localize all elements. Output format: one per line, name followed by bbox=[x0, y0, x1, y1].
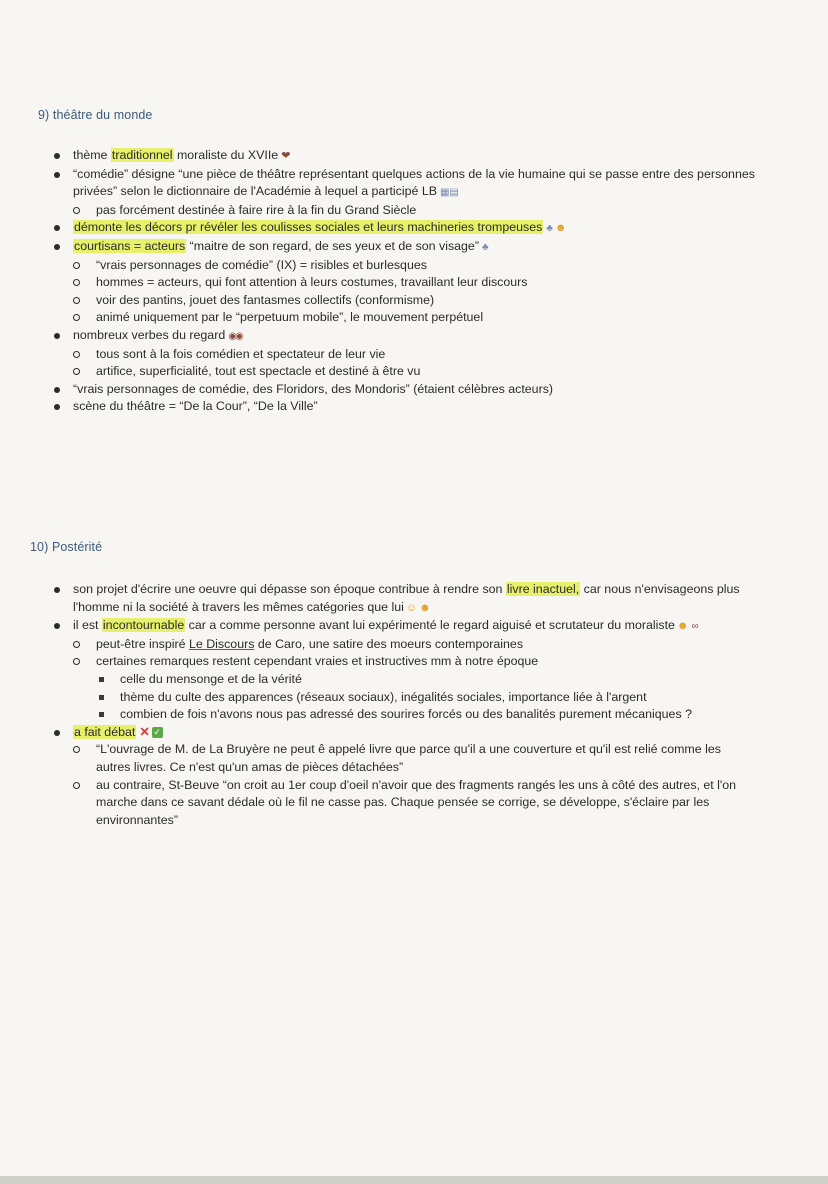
section-9-heading: 9) théâtre du monde bbox=[38, 108, 153, 122]
list-item: “L'ouvrage de M. de La Bruyère ne peut ê appelé livre que parce qu'il a une couverture et qu'il est relié comme les autres livres. Ce n'est qu'un amas de pièces détachées” bbox=[0, 741, 828, 776]
list-item: scène du théâtre = “De la Cour”, “De la Ville” bbox=[0, 398, 828, 416]
list-item: “comédie” désigne “une pièce de théâtre représentant quelques actions de la vie humaine qui se passe entre des personnes privées” selon le dictionnaire de l'Académie à lequel a participé LB ▦▤ bbox=[0, 166, 828, 202]
cross-mark-icon: ✕ bbox=[139, 724, 150, 739]
list-item: voir des pantins, jouet des fantasmes collectifs (conformisme) bbox=[0, 292, 828, 310]
section-9-list bbox=[0, 147, 828, 416]
section-10-heading: 10) Postérité bbox=[30, 540, 103, 554]
list-item: nombreux verbes du regard ◉◉ bbox=[0, 327, 828, 346]
face-icon: ☻ bbox=[676, 620, 689, 633]
face-icon: ☻ bbox=[554, 222, 567, 235]
list-item: thème traditionnel moraliste du XVIIe ❤ bbox=[0, 147, 828, 166]
glasses-icon: ∞ bbox=[691, 621, 697, 633]
list-item: courtisans = acteurs “maitre de son regard, de ses yeux et de son visage” ♣ bbox=[0, 238, 828, 257]
list-item: il est incontournable car a comme personne avant lui expérimenté le regard aiguisé et scrutateur du moraliste ☻ ∞ bbox=[0, 617, 828, 636]
list-item: “vrais personnages de comédie” (IX) = risibles et burlesques bbox=[0, 257, 828, 275]
masks-icon: ♣ bbox=[546, 223, 553, 235]
list-item: animé uniquement par le “perpetuum mobile”, le mouvement perpétuel bbox=[0, 309, 828, 327]
list-item: démonte les décors pr révéler les coulisses sociales et leurs machineries trompeuses ♣ ☻ bbox=[0, 219, 828, 238]
list-item: thème du culte des apparences (réseaux sociaux), inégalités sociales, importance liée à l'argent bbox=[0, 689, 828, 707]
shocked-face-icon: ☻ bbox=[419, 601, 431, 614]
section-10-list bbox=[0, 581, 828, 829]
list-item: artifice, superficialité, tout est spectacle et destiné à être vu bbox=[0, 363, 828, 381]
list-item: tous sont à la fois comédien et spectateur de leur vie bbox=[0, 346, 828, 364]
check-mark-icon: ✓ bbox=[153, 726, 161, 737]
list-item: au contraire, St-Beuve “on croit au 1er coup d'oeil n'avoir que des fragments rangés les uns à côté des autres, et l'on marche dans ce savant dédale où le fil ne casse pas. Chaque pensée se corrige, se développe, s'éclaire par les environnantes” bbox=[0, 777, 828, 830]
masks-icon: ♣ bbox=[481, 241, 489, 253]
list-item: certaines remarques restent cependant vraies et instructives mm à notre époque bbox=[0, 653, 828, 671]
person-icon: ☺ bbox=[405, 601, 418, 614]
eyes-icon: ◉◉ bbox=[228, 330, 242, 342]
list-item: hommes = acteurs, qui font attention à leurs costumes, travaillant leur discours bbox=[0, 274, 828, 292]
list-item: son projet d'écrire une oeuvre qui dépasse son époque contribue à rendre son livre inactuel, car nous n'envisageons plus l'homme ni la société à travers les mêmes catégories que lui ☺ ☻ bbox=[0, 581, 828, 617]
list-item: pas forcément destinée à faire rire à la fin du Grand Siècle bbox=[0, 202, 828, 220]
list-item: “vrais personnages de comédie, des Floridors, des Mondoris” (étaient célèbres acteurs) bbox=[0, 381, 828, 399]
books-icon: ▦▤ bbox=[439, 187, 459, 199]
page-edge bbox=[0, 1176, 828, 1184]
list-item: a fait débat ✕ ✓ bbox=[0, 724, 828, 742]
list-item: combien de fois n'avons nous pas adressé des sourires forcés ou des banalités purement mécaniques ? bbox=[0, 706, 828, 724]
list-item: peut-être inspiré Le Discours de Caro, une satire des moeurs contemporaines bbox=[0, 636, 828, 654]
heart-icon: ❤ bbox=[281, 150, 291, 162]
list-item: celle du mensonge et de la vérité bbox=[0, 671, 828, 689]
